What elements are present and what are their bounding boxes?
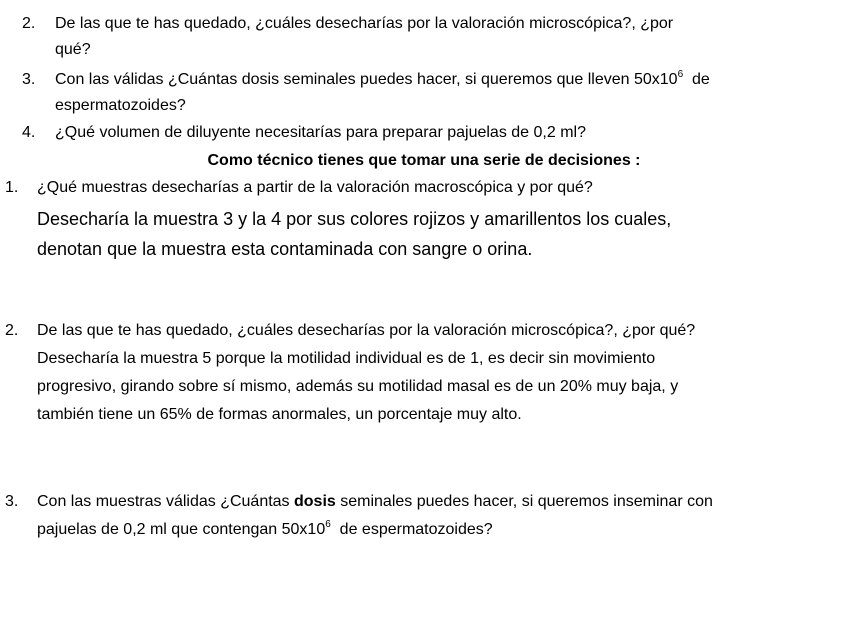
section-heading: Como técnico tienes que tomar una serie de decisiones : — [207, 152, 641, 169]
list-item-text: espermatozoides? — [55, 97, 186, 114]
question-number: 3. — [5, 493, 19, 510]
question-text: ¿Qué muestras desecharías a partir de la valoración macroscópica y por qué? — [37, 179, 593, 196]
list-item-text: De las que te has quedado, ¿cuáles desecharías por la valoración microscópica?, ¿por — [55, 15, 674, 32]
question-number: 1. — [5, 179, 19, 196]
question-text: pajuelas de 0,2 ml que contengan $50x10^6$ de espermatozoides? — [37, 519, 493, 538]
list-item-text: ¿Qué volumen de diluyente necesitarías para preparar pajuelas de 0,2 ml? — [55, 124, 586, 141]
answer-text: progresivo, girando sobre sí mismo, además su motilidad masal es de un 20% muy baja, y — [37, 378, 679, 395]
answer-text: denotan que la muestra esta contaminada con sangre o orina. — [37, 239, 533, 259]
question-number: 2. — [5, 322, 19, 339]
list-number: 2. — [22, 15, 36, 32]
question-text: Con las muestras válidas ¿Cuántas dosis seminales puedes hacer, si queremos inseminar con — [37, 493, 713, 510]
list-item-text: Con las válidas ¿Cuántas dosis seminales puedes hacer, si queremos que lleven $50x10^6$ de — [55, 69, 710, 88]
list-number: 4. — [22, 124, 36, 141]
answer-text: también tiene un 65% de formas anormales, un porcentaje muy alto. — [37, 406, 522, 423]
question-text: De las que te has quedado, ¿cuáles desecharías por la valoración microscópica?, ¿por qué? — [37, 322, 696, 339]
answer-text: Desecharía la muestra 5 porque la motilidad individual es de 1, es decir sin movimiento — [37, 350, 656, 367]
list-item-text: qué? — [55, 41, 91, 58]
list-number: 3. — [22, 71, 36, 88]
answer-text: Desecharía la muestra 3 y la 4 por sus colores rojizos y amarillentos los cuales, — [37, 209, 672, 229]
